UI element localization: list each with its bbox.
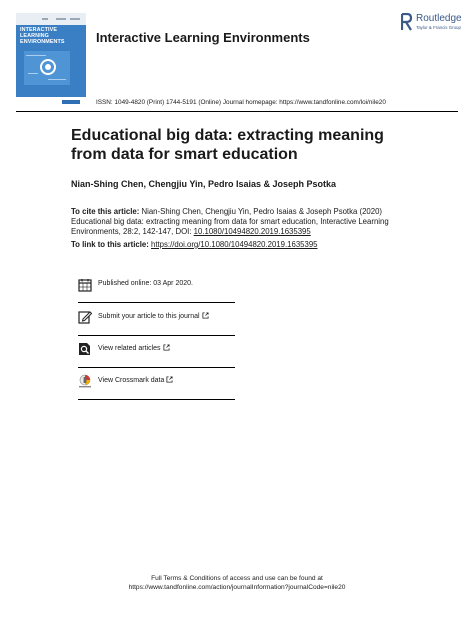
- journal-title[interactable]: Interactive Learning Environments: [96, 30, 310, 45]
- cover-publisher-band: [16, 97, 86, 107]
- citation-label: To cite this article:: [71, 207, 140, 216]
- external-link-icon: [166, 376, 173, 383]
- external-link-icon: [163, 344, 170, 351]
- journal-cover-image[interactable]: [16, 13, 86, 107]
- edit-icon: [78, 310, 92, 324]
- row-divider: [78, 399, 235, 400]
- publisher-logo-text: Routledge: [416, 13, 462, 24]
- published-date: Published online: 03 Apr 2020.: [98, 280, 193, 287]
- citation-block: [71, 207, 401, 237]
- cover-title: INTERACTIVE LEARNING ENVIRONMENTS: [20, 27, 65, 45]
- submit-article-label: Submit your article to this journal: [98, 312, 209, 320]
- article-title: Educational big data: extracting meaning from data for smart education: [71, 127, 384, 163]
- row-divider: [78, 302, 235, 303]
- header-divider: [16, 111, 458, 112]
- calendar-icon: [78, 278, 92, 292]
- publisher-subtitle: Taylor & Francis Group: [416, 25, 461, 30]
- terms-footer: [0, 575, 474, 592]
- cover-top-band: [16, 13, 86, 25]
- article-link-label: To link to this article:: [71, 240, 149, 249]
- related-articles-link[interactable]: [78, 342, 235, 358]
- crossmark-label: View Crossmark data: [98, 376, 173, 384]
- crossmark-link[interactable]: [78, 374, 235, 390]
- search-articles-icon: [78, 342, 92, 356]
- crossmark-icon: [78, 374, 92, 388]
- submit-article-link[interactable]: [78, 310, 235, 326]
- external-link-icon: [202, 312, 209, 319]
- cover-at-icon: [24, 51, 70, 85]
- published-date-row: [78, 278, 235, 294]
- issn-homepage-line[interactable]: ISSN: 1049-4820 (Print) 1744-5191 (Online) Journal homepage: https://www.tandfonline.com/loi/nile20: [96, 99, 386, 106]
- row-divider: [78, 367, 235, 368]
- terms-url[interactable]: https://www.tandfonline.com/action/journalInformation?journalCode=nile20: [128, 583, 346, 591]
- doi-link[interactable]: 10.1080/10494820.2019.1635395: [193, 227, 311, 237]
- article-doi-url[interactable]: https://doi.org/10.1080/10494820.2019.1635395: [151, 240, 318, 249]
- citation-text: Nian-Shing Chen, Chengjiu Yin, Pedro Isaias & Joseph Psotka (2020) Educational big data: extracting meaning from data for smart education, Interactive Learning Environments, 28:2, 142-147, DOI:: [71, 207, 389, 237]
- routledge-logo-icon: [401, 13, 413, 31]
- article-authors: Nian-Shing Chen, Chengjiu Yin, Pedro Isaias & Joseph Psotka: [71, 179, 337, 189]
- terms-line: Full Terms & Conditions of access and use can be found at: [151, 575, 323, 582]
- related-articles-label: View related articles: [98, 344, 170, 352]
- row-divider: [78, 335, 235, 336]
- article-link-block: [71, 240, 318, 249]
